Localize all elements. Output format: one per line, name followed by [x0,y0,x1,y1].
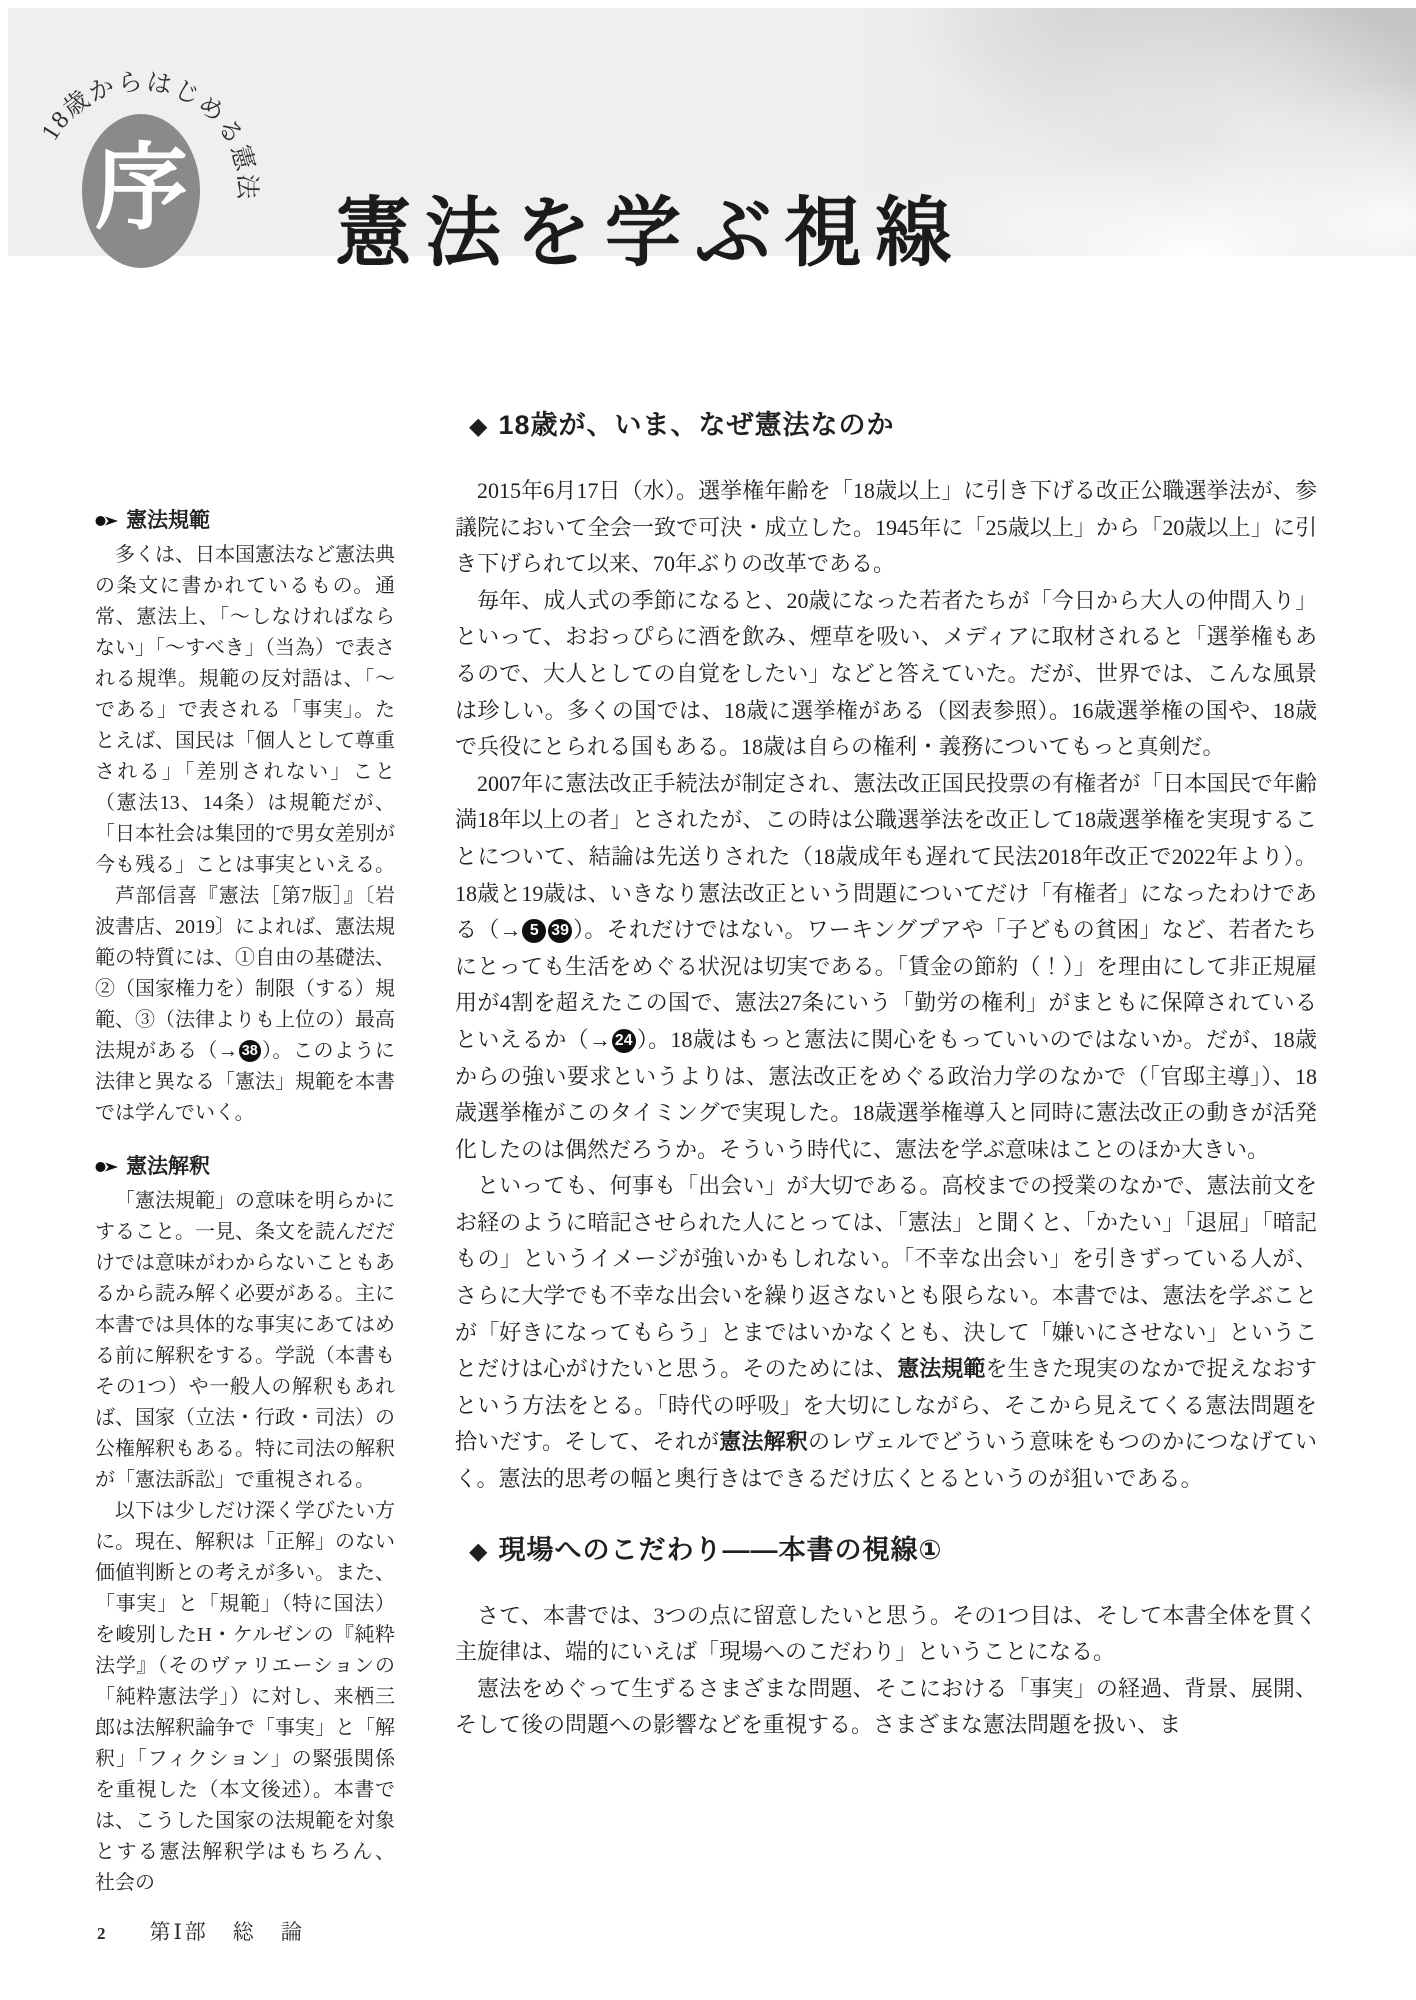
section-focus-on-the-field [455,1530,1317,1744]
diamond-icon: ◆ [469,1537,489,1565]
bold-term: 憲法解釈 [719,1429,808,1455]
section-body [455,1598,1317,1744]
main-text-column [455,405,1317,1744]
text-run: ）。このように法律と異なる「憲法」規範を本書では学んでいく。 [95,1040,396,1124]
circled-number-ref: 39 [548,919,572,943]
note-heading [95,505,395,536]
text-run: 憲法をめぐって生ずるさまざまな問題、そこにおける「事実」の経過、背景、展開、そして後の問題への影響などを重視する。さまざまな憲法問題を扱い、ま [455,1675,1317,1738]
paragraph [455,583,1317,766]
note-heading-label: 憲法規範 [126,509,210,532]
text-run: ）。18歳はもっと憲法に関心をもっていいのではないか。だが、18歳からの強い要求というよりは、憲法改正をめぐる政治力学のなかで（「官邸主導」）、18歳選挙権がこのタイミングで実現した。18歳選挙権導入と同時に憲法改正の動きが活発化したのは偶然だろうか。そういう時代に、憲法を学ぶ意味はことのほか大きい。 [455,1026,1317,1162]
note-heading-label: 憲法解釈 [126,1155,210,1178]
paragraph [455,1671,1317,1744]
pen-arrow-icon [95,514,119,528]
text-run: を生きた現実のなかで捉えなおすという方法をとる。「時代の呼吸」を大切にしながら、そこから見えてくる憲法問題を拾いだす。そして、それが [455,1356,1317,1455]
text-run: 2015年6月17日（水）。選挙権年齢を「18歳以上」に引き下げる改正公職選挙法が、参議院において全会一致で可決・成立した。1945年に「25歳以上」から「20歳以上」に引き下げられて以来、70年ぶりの改革である。 [455,478,1317,577]
text-run: 毎年、成人式の季節になると、20歳になった若者たちが「今日から大人の仲間入り」といって、おおっぴらに酒を飲み、煙草を吸い、メディアに取材されると「選挙権もあるので、大人としての自覚をしたい」などと答えていた。だが、世界では、こんな風景は珍しい。多くの国では、18歳に選挙権がある（図表参照）。16歳選挙権の国や、18歳で兵役にとられる国もある。18歳は自らの権利・義務についてもっと真剣だ。 [455,587,1317,760]
text-run: 2007年に憲法改正手続法が制定され、憲法改正国民投票の有権者が「日本国民で年齢満18年以上の者」とされたが、この時は公職選挙法を改正して18歳選挙権を実現することについて、結論は先送りされた（18歳成年も遅れて民法2018年改正で2022年より）。18歳と19歳は、いきなり憲法改正という問題についてだけ「有権者」になったわけである（→ [455,770,1317,943]
series-title: 18歳からはじめる憲法 [36,68,261,202]
text-run: さて、本書では、3つの点に留意したいと思う。その1つ目は、そして本書全体を貫く主旋律は、端的にいえば「現場へのこだわり」ということになる。 [455,1602,1317,1665]
section-heading [455,1530,1317,1572]
note-heading [95,1151,395,1182]
paragraph [95,540,395,881]
text-run: ）。それだけではない。ワーキングプアや「子どもの貧困」など、若者たちにとっても生活をめぐる状況は切実である。「賃金の節約（！）」を理由にして非正規雇用が4割を超えたこの国で、憲法27条にいう「勤労の権利」がまともに保障されているといえるか（→ [455,917,1317,1052]
text-run: 多くは、日本国憲法など憲法典の条文に書かれているもの。通常、憲法上、「〜しなければならない」「〜すべき」（当為）で表される規準。規範の反対語は、「〜である」で表される「事実」。たとえば、国民は「個人として尊重される」「差別されない」こと（憲法13、14条）は規範だが、「日本社会は集団的で男女差別が今も残る」ことは事実といえる。 [95,544,395,876]
chapter-badge [82,114,200,268]
page-title: 憲法を学ぶ視線 [335,191,965,276]
note-body [95,540,395,1129]
paragraph [455,473,1317,583]
note-body [95,1186,395,1899]
text-run: といっても、何事も「出会い」が大切である。高校までの授業のなかで、憲法前文をお経のように暗記させられた人にとっては、「憲法」と聞くと、「かたい」「退屈」「暗記もの」というイメージが強いかもしれない。「不幸な出会い」を引きずっている人が、さらに大学でも不幸な出会いを繰り返さないとも限らない。本書では、憲法を学ぶことが「好きになってもらう」とまではいかなくとも、決して「嫌いにさせない」ということだけは心がけたいと思う。そのためには、 [455,1173,1317,1382]
paragraph [95,881,395,1129]
paragraph [455,1168,1317,1497]
text-run: 芦部信喜『憲法［第7版］』〔岩波書店、2019〕によれば、憲法規範の特質には、①自由の基礎法、②（国家権力を）制限（する）規範、③（法律よりも上位の）最高法規がある（→ [95,885,395,1062]
paragraph [455,1598,1317,1671]
section-heading-label: 現場へのこだわり——本書の視線① [498,1534,943,1565]
diamond-icon: ◆ [469,413,489,440]
page-number: 2 [97,1924,106,1943]
text-run: のレヴェルでどういう意味をもつのかにつなげていく。憲法的思考の幅と奥行きはできるだけ広くとるというのが狙いである。 [455,1429,1317,1492]
section-why-constitution-at-18 [455,405,1317,1498]
bold-term: 憲法規範 [897,1356,986,1382]
text-run: 「憲法規範」の意味を明らかにすること。一見、条文を読んだだけでは意味がわからないこともあるから読み解く必要がある。主に本書では具体的な事実にあてはめる前に解釈をする。学説（本書もその1つ）や一般人の解釈もあれば、国家（立法・行政・司法）の公権解釈もある。特に司法の解釈が「憲法訴訟」で重視される。 [95,1190,395,1491]
circled-number-ref: 24 [612,1029,636,1053]
chapter-header [8,8,1416,276]
section-body [455,473,1317,1498]
pen-arrow-icon [95,1160,119,1174]
section-heading [455,405,1317,447]
section-heading-label: 18歳が、いま、なぜ憲法なのか [498,410,895,440]
paragraph [95,1496,395,1899]
paragraph [95,1186,395,1496]
circled-number-ref: 5 [522,919,546,943]
part-label: 第Ⅰ部 総 論 [149,1920,305,1944]
chapter-badge-char: 序 [93,137,188,241]
text-run: 以下は少しだけ深く学びたい方に。現在、解釈は「正解」のない価値判断との考えが多い。また、「事実」と「規範」（特に国法）を峻別したH・ケルゼンの『純粋法学』（そのヴァリエーションの「純粋憲法学」）に対し、来栖三郎は法解釈論争で「事実」と「解釈」「フィクション」の緊張関係を重視した（本文後述）。本書では、こうした国家の法規範を対象とする憲法解釈学はもちろん、社会の [95,1500,395,1894]
paragraph [455,766,1317,1169]
circled-number-ref: 38 [239,1040,261,1062]
margin-note-kenpou-kihan [95,505,395,1129]
page-footer [97,1916,305,1946]
margin-note-kenpou-kaishaku [95,1151,395,1899]
margin-notes [95,505,395,1899]
